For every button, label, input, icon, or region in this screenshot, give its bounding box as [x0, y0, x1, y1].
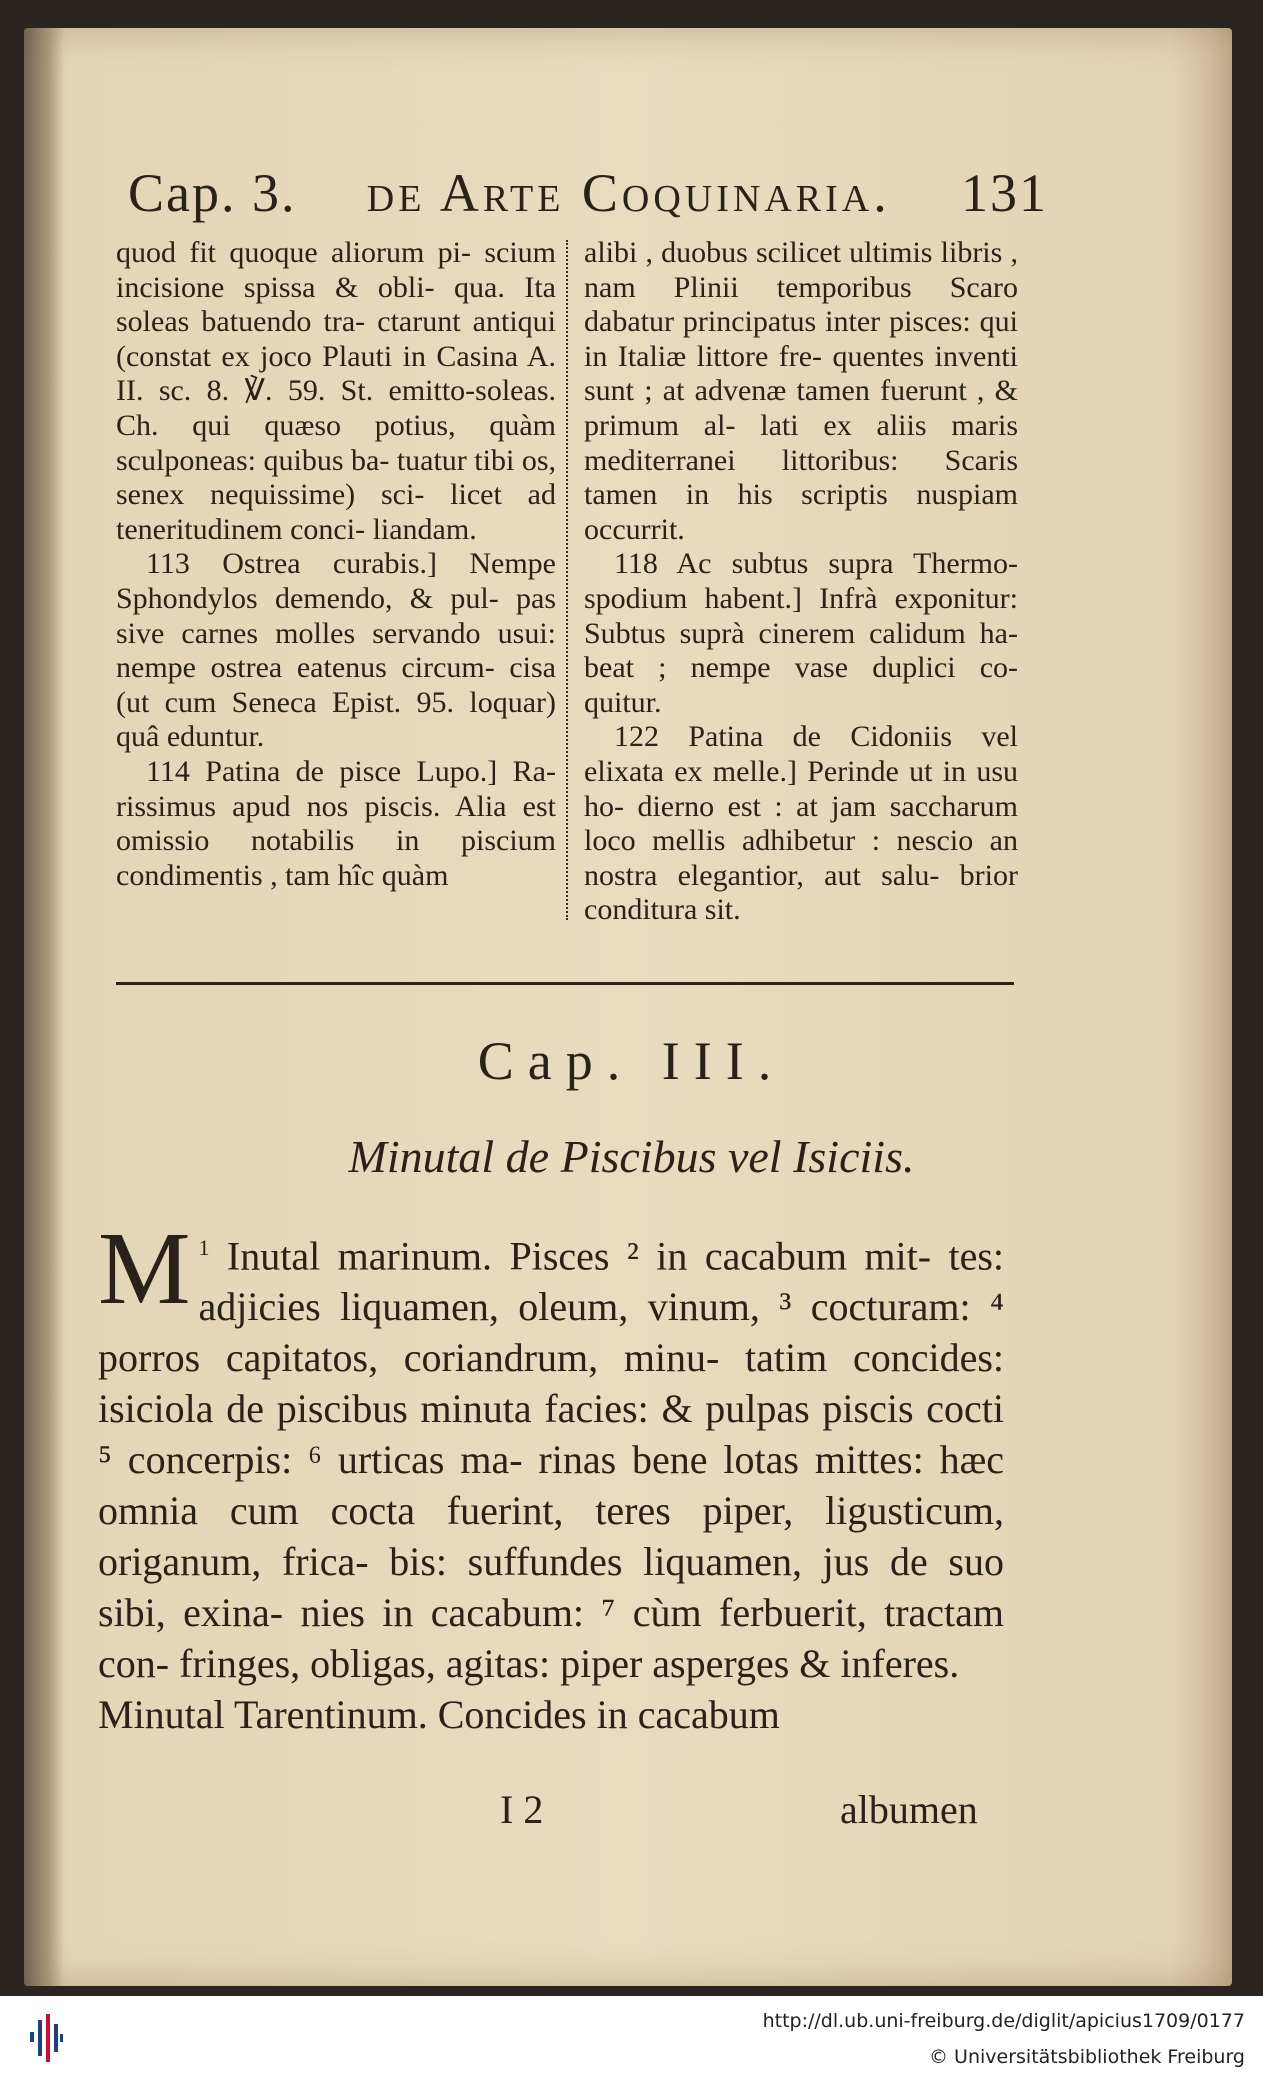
running-head-chapter: Cap. 3. [128, 163, 297, 223]
running-head [128, 162, 1048, 232]
page-gutter-shadow [24, 28, 64, 1986]
recipe-marker: 1 [198, 1235, 210, 1260]
note-paragraph: quod fit quoque aliorum pi- scium incisione spissa & obli- qua. Ita soleas batuendo tra- ctarunt antiqui (constat ex joco Plauti in Casina A. II. sc. 8. ℣. 59. St. emitto-soleas. Ch. qui quæso potius, quàm sculponeas: quibus ba- tuatur tibi os, senex nequissime) sci- licet ad teneritudinem conci- liandam. [116, 236, 556, 546]
catchword: albumen [840, 1787, 978, 1832]
note-paragraph: 122 Patina de Cidoniis vel elixata ex melle.] Perinde ut in usu ho- dierno est : at jam saccharum loco mellis adhibetur : nescio an nostra elegantior, aut salu- brior conditura sit. [584, 720, 1018, 927]
chapter-heading: Cap. III. [477, 1031, 786, 1091]
viewer-footer [0, 1996, 1263, 2084]
note-paragraph: 113 Ostrea curabis.] Nempe Sphondylos demendo, & pul- pas sive carnes molles servando usui: nempe ostrea eatenus circum- cisa (ut cum Seneca Epist. 95. loquar) quâ eduntur. [116, 547, 556, 754]
permalink[interactable]: http://dl.ub.uni-freiburg.de/diglit/apicius1709/0177 [762, 2010, 1245, 2032]
note-paragraph: 118 Ac subtus supra Thermo- spodium habent.] Infrà exponitur: Subtus suprà cinerem calidum ha- beat ; nempe vase duplici co- quitur. [584, 547, 1018, 719]
note-paragraph: alibi , duobus scilicet ultimis libris , nam Plinii temporibus Scaro dabatur principatus inter pisces: qui in Italiæ littore fre- quentes inventi sunt ; at advenæ tamen fuerunt , & primum al- lati ex aliis maris mediterranei littoribus: Scaris tamen in his scriptis nuspiam occurrit. [584, 236, 1018, 546]
notes-right-column [584, 236, 1018, 928]
notes-left-column [116, 236, 556, 893]
library-logo-icon [28, 2010, 64, 2066]
signature-mark: I 2 [500, 1787, 544, 1832]
recipe-paragraph-next: Minutal Tarentinum. Concides in cacabum [98, 1692, 780, 1738]
copyright-notice: © Universitätsbibliothek Freiburg [929, 2046, 1245, 2068]
chapter-subtitle: Minutal de Piscibus vel Isiciis. [348, 1131, 915, 1182]
note-paragraph: 114 Patina de pisce Lupo.] Ra- rissimus apud nos piscis. Alia est omissio notabilis in piscium condimentis , tam hîc quàm [116, 754, 556, 892]
recipe-paragraph: Inutal marinum. Pisces ² in cacabum mit- tes: adjicies liquamen, oleum, vinum, ³ cocturam: ⁴ porros capitatos, coriandrum, minu- tatim concides: isiciola de piscibus minuta facies: & pulpas piscis cocti ⁵ concerpis: ⁶ urticas ma- rinas bene lotas mittes: hæc omnia cum cocta fuerint, teres piper, ligusticum, origanum, frica- bis: suffundes liquamen, jus de suo sibi, exina- nies in cacabum: ⁷ cùm ferbuerit, tractam con- fringes, obligas, agitas: piper asperges & inferes. [98, 1233, 1005, 1687]
page-number: 131 [961, 163, 1048, 223]
running-head-title: de Arte Coquinaria. [366, 163, 891, 223]
column-divider [566, 240, 568, 920]
section-rule [116, 982, 1014, 985]
drop-cap: M [98, 1211, 191, 1326]
recipe-text [98, 1211, 1005, 1740]
